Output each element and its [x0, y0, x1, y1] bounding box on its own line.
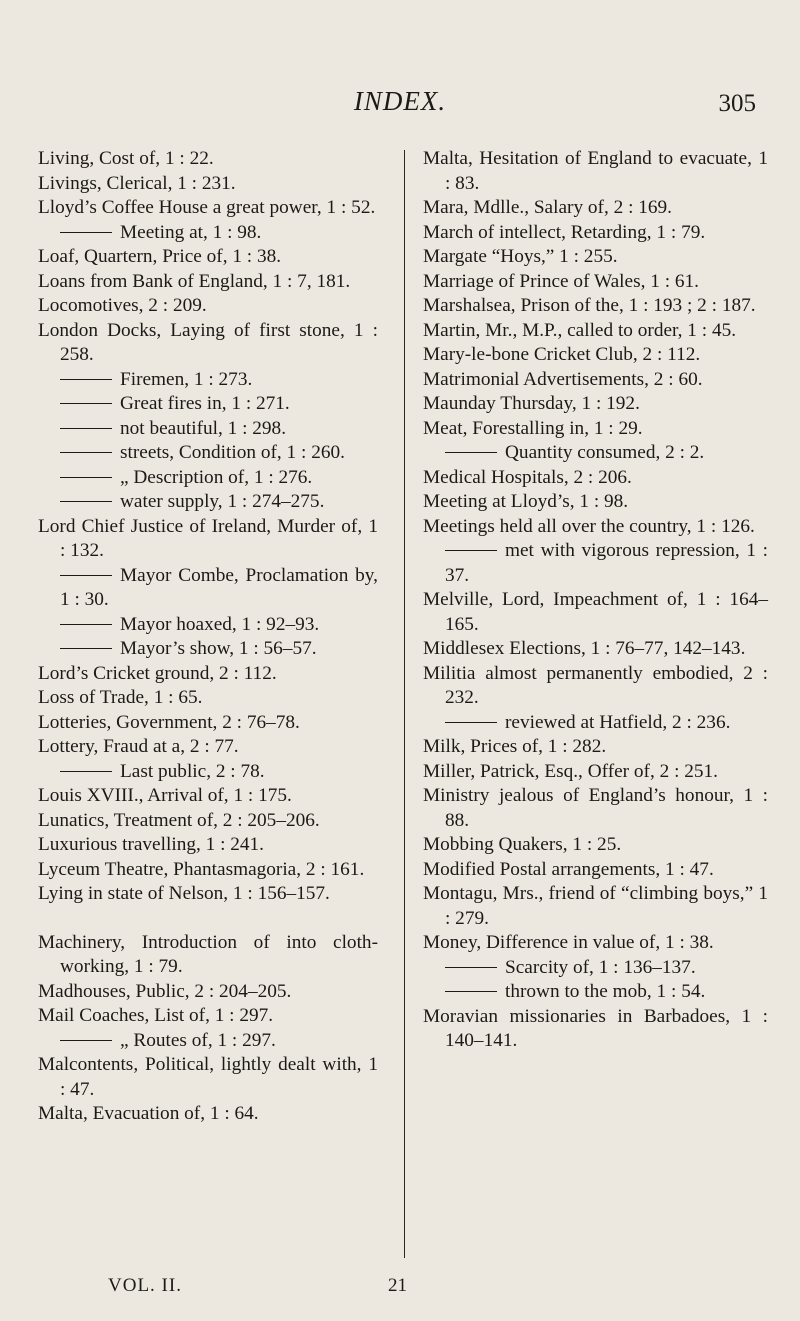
entry-text: Loss of Trade, 1 : 65. [38, 687, 203, 708]
index-entry [423, 466, 768, 491]
entry-text: Mary-le-bone Cricket Club, 2 : 112. [423, 344, 701, 365]
entry-text: Lyceum Theatre, Phantasmagoria, 2 : 161. [38, 858, 365, 880]
index-entry [38, 319, 378, 368]
index-subentry [38, 637, 378, 662]
entry-text: Lunatics, Treatment of, 2 : 205–206. [38, 809, 320, 831]
entry-text: Ministry jealous of England’s honour, 1 : 88. [423, 785, 768, 831]
entry-text: Loans from Bank of England, 1 : 7, 181. [38, 270, 351, 292]
entry-text: Lord’s Cricket ground, 2 : 112. [38, 662, 277, 684]
page-header [0, 86, 800, 126]
entry-text: Great fires in, 1 : 271. [120, 393, 290, 414]
index-entry [423, 221, 768, 246]
entry-text: Milk, Prices of, 1 : 282. [423, 736, 607, 757]
index-subentry [423, 711, 768, 736]
index-entry [423, 196, 768, 221]
index-subentry [38, 564, 378, 613]
repeat-dash [60, 379, 112, 380]
entry-text: Loaf, Quartern, Price of, 1 : 38. [38, 246, 282, 267]
entry-text: water supply, 1 : 274–275. [120, 491, 325, 512]
index-entry [38, 784, 378, 809]
entry-text: Mara, Mdlle., Salary of, 2 : 169. [423, 197, 672, 218]
index-subentry [423, 441, 768, 466]
entry-text: Machinery, Introduction of into cloth-working, 1 : 79. [38, 931, 378, 977]
entry-text: Louis XVIII., Arrival of, 1 : 175. [38, 785, 292, 806]
column-divider [404, 150, 405, 1258]
index-entry [38, 809, 378, 834]
entry-text: Firemen, 1 : 273. [120, 368, 253, 390]
entry-text: Mobbing Quakers, 1 : 25. [423, 834, 622, 855]
entry-text: streets, Condition of, 1 : 260. [120, 442, 345, 463]
index-subentry [423, 980, 768, 1005]
entry-text: met with vigorous repression, 1 : 37. [445, 540, 768, 586]
page-footer [0, 1275, 800, 1305]
entry-text: Luxurious travelling, 1 : 241. [38, 834, 264, 855]
index-subentry [38, 368, 378, 393]
index-entry [423, 760, 768, 785]
repeat-dash [445, 452, 497, 453]
section-spacer [38, 907, 378, 931]
entry-text: „ Routes of, 1 : 297. [120, 1029, 276, 1051]
entry-text: Mayor Combe, Proclamation by, 1 : 30. [60, 564, 378, 610]
entry-text: Locomotives, 2 : 209. [38, 295, 207, 316]
entry-text: Montagu, Mrs., friend of “climbing boys,” 1 : 279. [423, 883, 768, 929]
index-subentry [38, 1029, 378, 1054]
entry-text: Maunday Thursday, 1 : 192. [423, 393, 640, 414]
entry-text: Mail Coaches, List of, 1 : 297. [38, 1005, 274, 1026]
index-entry [423, 392, 768, 417]
index-entry [423, 662, 768, 711]
index-entry [38, 735, 378, 760]
index-subentry [38, 392, 378, 417]
index-entry [423, 784, 768, 833]
entry-text: Marshalsea, Prison of the, 1 : 193 ; 2 : 187. [423, 295, 756, 316]
entry-text: Margate “Hoys,” 1 : 255. [423, 246, 618, 267]
entry-text: Meetings held all over the country, 1 : 126. [423, 515, 755, 537]
entry-text: Melville, Lord, Impeachment of, 1 : 164–165. [423, 589, 768, 635]
index-entry [38, 1053, 378, 1102]
index-entry [423, 882, 768, 931]
entry-text: Scarcity of, 1 : 136–137. [505, 956, 696, 978]
index-subentry [38, 613, 378, 638]
index-subentry [38, 466, 378, 491]
repeat-dash [60, 232, 112, 233]
repeat-dash [60, 575, 112, 576]
index-entry [38, 147, 378, 172]
entry-text: Money, Difference in value of, 1 : 38. [423, 932, 714, 953]
index-subentry [38, 441, 378, 466]
index-subentry [38, 760, 378, 785]
index-subentry [38, 417, 378, 442]
index-entry [38, 858, 378, 883]
entry-text: Matrimonial Advertisements, 2 : 60. [423, 368, 703, 390]
index-entry [423, 417, 768, 442]
entry-text: Mayor hoaxed, 1 : 92–93. [120, 613, 320, 635]
volume-mark: VOL. II. [108, 1275, 182, 1296]
entry-text: Modified Postal arrangements, 1 : 47. [423, 858, 714, 880]
repeat-dash [60, 648, 112, 649]
entry-text: Miller, Patrick, Esq., Offer of, 2 : 251. [423, 760, 718, 782]
repeat-dash [60, 624, 112, 625]
index-entry [423, 833, 768, 858]
repeat-dash [60, 501, 112, 502]
entry-text: thrown to the mob, 1 : 54. [505, 981, 706, 1002]
entry-text: Lying in state of Nelson, 1 : 156–157. [38, 883, 330, 904]
entry-text: London Docks, Laying of first stone, 1 : 258. [38, 319, 378, 365]
entry-text: Mayor’s show, 1 : 56–57. [120, 638, 317, 659]
index-entry [38, 1102, 378, 1127]
index-subentry [38, 490, 378, 515]
entry-text: Living, Cost of, 1 : 22. [38, 148, 214, 169]
index-column-left [38, 147, 378, 1127]
entry-text: not beautiful, 1 : 298. [120, 417, 287, 439]
entry-text: Meat, Forestalling in, 1 : 29. [423, 417, 643, 439]
index-entry [38, 980, 378, 1005]
index-entry [38, 270, 378, 295]
index-subentry [423, 539, 768, 588]
index-entry [423, 588, 768, 637]
index-entry [38, 172, 378, 197]
index-entry [38, 662, 378, 687]
index-entry [423, 735, 768, 760]
running-title: INDEX. [353, 86, 447, 116]
page-number: 305 [718, 90, 756, 117]
entry-text: Last public, 2 : 78. [120, 760, 265, 782]
entry-text: Livings, Clerical, 1 : 231. [38, 172, 236, 194]
entry-text: „ Description of, 1 : 276. [120, 466, 313, 488]
entry-text: Marriage of Prince of Wales, 1 : 61. [423, 270, 699, 292]
index-entry [38, 931, 378, 980]
repeat-dash [60, 1040, 112, 1041]
index-entry [423, 1005, 768, 1054]
index-entry [38, 686, 378, 711]
index-entry [38, 711, 378, 736]
signature-mark: 21 [388, 1275, 407, 1296]
index-entry [423, 368, 768, 393]
entry-text: Lord Chief Justice of Ireland, Murder of, 1 : 132. [38, 515, 378, 561]
repeat-dash [60, 477, 112, 478]
entry-text: Madhouses, Public, 2 : 204–205. [38, 980, 292, 1002]
index-entry [423, 245, 768, 270]
index-entry [38, 515, 378, 564]
entry-text: Quantity consumed, 2 : 2. [505, 442, 705, 463]
repeat-dash [445, 967, 497, 968]
entry-text: Lotteries, Government, 2 : 76–78. [38, 711, 300, 733]
index-entry [38, 1004, 378, 1029]
repeat-dash [60, 771, 112, 772]
index-column-right [423, 147, 768, 1054]
entry-text: Malta, Evacuation of, 1 : 64. [38, 1103, 259, 1124]
entry-text: Lottery, Fraud at a, 2 : 77. [38, 736, 239, 757]
index-entry [38, 294, 378, 319]
entry-text: Militia almost permanently embodied, 2 : 232. [423, 662, 768, 708]
entry-text: Malcontents, Political, lightly dealt with, 1 : 47. [38, 1054, 378, 1100]
repeat-dash [60, 428, 112, 429]
repeat-dash [445, 550, 497, 551]
entry-text: Medical Hospitals, 2 : 206. [423, 466, 632, 488]
index-entry [423, 343, 768, 368]
entry-text: Meeting at, 1 : 98. [120, 221, 262, 243]
index-entry [423, 294, 768, 319]
repeat-dash [445, 991, 497, 992]
entry-text: Meeting at Lloyd’s, 1 : 98. [423, 491, 629, 512]
entry-text: Lloyd’s Coffee House a great power, 1 : 52. [38, 197, 376, 218]
entry-text: Malta, Hesitation of England to evacuate, 1 : 83. [423, 148, 768, 194]
index-subentry [38, 221, 378, 246]
index-entry [38, 882, 378, 907]
index-entry [423, 858, 768, 883]
index-entry [38, 196, 378, 221]
entry-text: reviewed at Hatfield, 2 : 236. [505, 711, 731, 733]
index-entry [423, 270, 768, 295]
entry-text: Moravian missionaries in Barbadoes, 1 : 140–141. [423, 1005, 768, 1051]
repeat-dash [60, 452, 112, 453]
repeat-dash [60, 403, 112, 404]
index-entry [423, 319, 768, 344]
index-subentry [423, 956, 768, 981]
index-entry [423, 147, 768, 196]
entry-text: Martin, Mr., M.P., called to order, 1 : 45. [423, 319, 737, 341]
index-entry [423, 515, 768, 540]
index-entry [423, 490, 768, 515]
index-entry [423, 931, 768, 956]
repeat-dash [445, 722, 497, 723]
entry-text: March of intellect, Retarding, 1 : 79. [423, 221, 706, 243]
index-entry [38, 833, 378, 858]
entry-text: Middlesex Elections, 1 : 76–77, 142–143. [423, 638, 746, 659]
index-entry [38, 245, 378, 270]
index-entry [423, 637, 768, 662]
